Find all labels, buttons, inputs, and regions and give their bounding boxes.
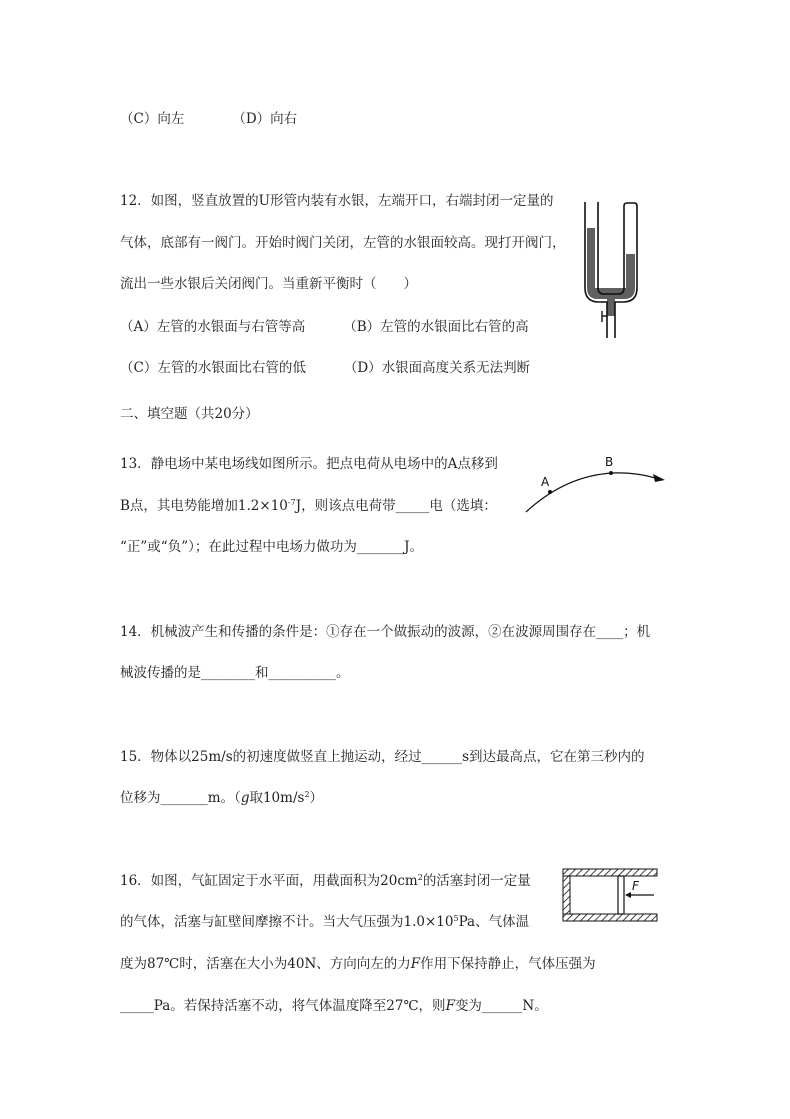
q13-line-1: 13．静电场中某电场线如图所示。把点电荷从电场中的A点移到 bbox=[120, 456, 498, 472]
q12-line-2: 气体，底部有一阀门。开始时阀门关闭，左管的水银面较高。现打开阀门， bbox=[120, 235, 566, 251]
q12-options-cd bbox=[120, 359, 530, 377]
gas-region bbox=[626, 206, 635, 254]
mercury-left-column bbox=[587, 228, 595, 288]
q12-line-3: 流出一些水银后关闭阀门。当重新平衡时（ ） bbox=[120, 276, 417, 292]
mercury-right-column bbox=[626, 254, 635, 288]
field-line-figure bbox=[520, 452, 670, 517]
q12-options-ab bbox=[120, 318, 529, 336]
q13-line-3: “正”或“负”）；在此过程中电场力做功为_______J。 bbox=[120, 539, 424, 555]
q13-line-2: B点，其电势能增加$1.2\times 10^{-7}J$，则该点电荷带_____电（选填： bbox=[120, 498, 497, 514]
q14-line-1: 14．机械波产生和传播的条件是：①存在一个做振动的波源，②在波源周围存在____；机 bbox=[120, 624, 651, 640]
cylinder-top-wall bbox=[563, 869, 657, 876]
q14-line-2: 械波传播的是________和__________。 bbox=[120, 665, 350, 681]
label-f: F bbox=[632, 879, 639, 893]
q16-line-3: 度为87℃时，活塞在大小为40N、方向向左的力F作用下保持静止，气体压强为 bbox=[120, 956, 596, 972]
q11-options bbox=[120, 110, 297, 128]
q12-option-a: （A）左管的水银面与右管等高 bbox=[120, 319, 306, 335]
label-b: B bbox=[605, 455, 614, 469]
q12-option-c: （C）左管的水银面比右管的低 bbox=[120, 360, 306, 376]
q12-line-1: 12．如图，竖直放置的U形管内装有水银，左端开口，右端封闭一定量的 bbox=[120, 193, 554, 209]
point-b bbox=[609, 471, 613, 475]
label-a: A bbox=[541, 475, 550, 489]
section-2-title: 二、填空题（共20分） bbox=[120, 406, 259, 422]
cylinder-left-wall bbox=[563, 876, 570, 914]
q11-option-d: （D）向右 bbox=[232, 111, 298, 127]
force-arrowhead bbox=[625, 892, 631, 898]
q15-line-2: 位移为_______m。（g取$10m/s^2$） bbox=[120, 790, 324, 806]
u-tube-figure bbox=[580, 198, 650, 340]
cylinder-bottom-wall bbox=[563, 914, 657, 921]
q11-option-c: （C）向左 bbox=[120, 111, 185, 127]
q12-option-b: （B）左管的水银面比右管的高 bbox=[343, 319, 529, 335]
q16-line-2: 的气体，活塞与缸壁间摩擦不计。当大气压强为$1.0\times 10^5Pa$、气体温 bbox=[120, 914, 530, 930]
q15-line-1: 15．物体以25m/s的初速度做竖直上抛运动，经过______s到达最高点，它在第三秒内的 bbox=[120, 749, 645, 765]
cylinder-figure bbox=[562, 868, 658, 926]
q12-option-d: （D）水银面高度关系无法判断 bbox=[343, 360, 531, 376]
piston bbox=[618, 876, 624, 914]
point-a bbox=[548, 490, 552, 494]
mercury-valve-stem bbox=[607, 298, 615, 316]
field-line-arrow bbox=[653, 474, 665, 482]
q16-line-1: 16．如图，气缸固定于水平面，用截面积为$20cm^2$的活塞封闭一定量 bbox=[120, 873, 531, 889]
q16-line-4: _____Pa。若保持活塞不动，将气体温度降至27℃，则F变为______N。 bbox=[120, 998, 548, 1014]
